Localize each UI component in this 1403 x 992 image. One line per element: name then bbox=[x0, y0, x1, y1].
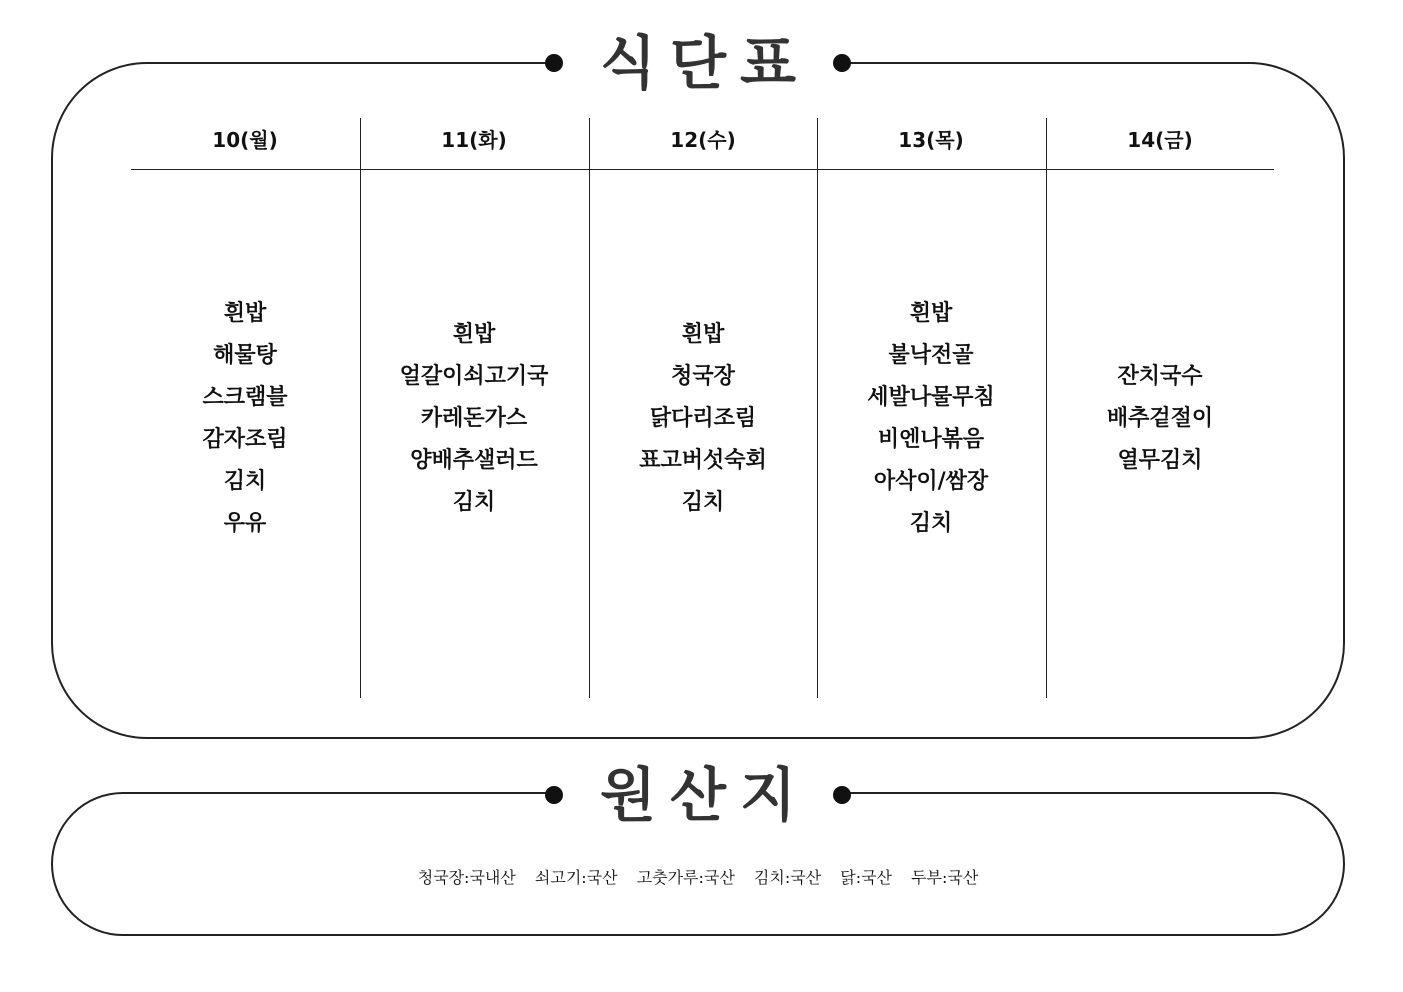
title-dot-left bbox=[545, 54, 563, 72]
dish-item: 얼갈이쇠고기국 bbox=[399, 364, 549, 389]
dish-list bbox=[589, 170, 817, 698]
dish-item: 카레돈가스 bbox=[420, 406, 528, 431]
dish-item: 청국장 bbox=[671, 364, 735, 389]
origin-item: 쇠고기:국산 bbox=[534, 868, 618, 887]
origin-item: 김치:국산 bbox=[753, 868, 822, 887]
day-header: 14(금) bbox=[1127, 128, 1193, 152]
dish-item: 표고버섯숙회 bbox=[639, 448, 767, 473]
title-dot-right bbox=[833, 54, 851, 72]
day-column-tue bbox=[360, 118, 588, 698]
origin-list bbox=[51, 866, 1345, 890]
origin-item: 고춧가루:국산 bbox=[636, 868, 735, 887]
day-header: 10(월) bbox=[212, 128, 278, 152]
day-column-fri bbox=[1046, 118, 1274, 698]
dish-item: 세발나물무침 bbox=[867, 385, 995, 410]
dish-list bbox=[360, 170, 588, 698]
origin-title: 원산지 bbox=[599, 761, 811, 829]
dish-item: 김치 bbox=[452, 490, 496, 515]
dish-item: 흰밥 bbox=[223, 301, 267, 326]
day-column-thu bbox=[817, 118, 1045, 698]
dish-item: 닭다리조림 bbox=[649, 406, 757, 431]
day-header: 11(화) bbox=[441, 128, 507, 152]
dish-item: 양배추샐러드 bbox=[410, 448, 538, 473]
dish-item: 김치 bbox=[223, 469, 267, 494]
day-header: 13(목) bbox=[898, 128, 964, 152]
dish-list bbox=[131, 170, 359, 698]
dish-item: 스크램블 bbox=[202, 385, 288, 410]
origin-title-block bbox=[548, 760, 848, 830]
menu-table bbox=[131, 118, 1274, 698]
origin-item: 청국장:국내산 bbox=[417, 868, 516, 887]
dish-item: 흰밥 bbox=[681, 322, 725, 347]
day-column-wed bbox=[589, 118, 817, 698]
dish-item: 해물탕 bbox=[213, 343, 277, 368]
menu-title-block bbox=[548, 28, 848, 98]
dish-item: 열무김치 bbox=[1117, 448, 1203, 473]
day-header: 12(수) bbox=[670, 128, 736, 152]
dish-item: 김치 bbox=[909, 511, 953, 536]
origin-item: 두부:국산 bbox=[911, 868, 979, 887]
dish-item: 아삭이/쌈장 bbox=[873, 469, 989, 494]
dish-list bbox=[817, 170, 1045, 698]
dish-item: 비엔나볶음 bbox=[877, 427, 985, 452]
dish-item: 감자조림 bbox=[202, 427, 288, 452]
dish-item: 김치 bbox=[681, 490, 725, 515]
dish-item: 배추겉절이 bbox=[1106, 406, 1214, 431]
menu-title: 식단표 bbox=[599, 29, 811, 97]
dish-item: 불낙전골 bbox=[888, 343, 974, 368]
title-dot-left bbox=[545, 786, 563, 804]
origin-item: 닭:국산 bbox=[840, 868, 892, 887]
dish-item: 잔치국수 bbox=[1117, 364, 1203, 389]
day-column-mon bbox=[131, 118, 359, 698]
dish-item: 우유 bbox=[223, 511, 267, 536]
dish-item: 흰밥 bbox=[452, 322, 496, 347]
dish-item: 흰밥 bbox=[909, 301, 953, 326]
title-dot-right bbox=[833, 786, 851, 804]
dish-list bbox=[1046, 170, 1274, 698]
